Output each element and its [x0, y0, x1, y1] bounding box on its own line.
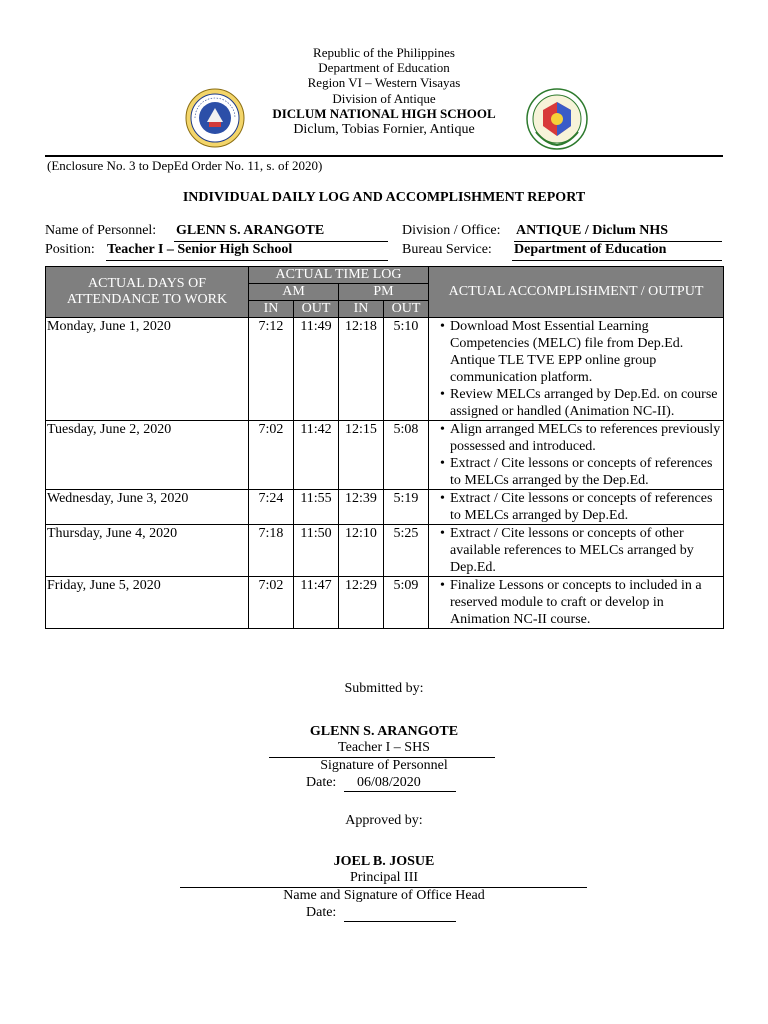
col-header-pm-out: OUT: [384, 301, 429, 318]
report-title: INDIVIDUAL DAILY LOG AND ACCOMPLISHMENT REPORT: [182, 190, 586, 205]
am-out-cell: 11:55: [294, 490, 339, 525]
pm-out-cell: 5:09: [384, 577, 429, 629]
col-header-timelog: ACTUAL TIME LOG: [249, 267, 429, 284]
am-in-cell: 7:12: [249, 318, 294, 421]
header-divider: [45, 155, 723, 157]
approved-label: Approved by:: [345, 813, 423, 828]
submitter-date-label: Date:: [306, 775, 337, 790]
accomplishment-item: • Extract / Cite lessons or concepts of other available references to MELCs arranged by Dep.Ed.: [450, 525, 722, 576]
col-header-am-in: IN: [249, 301, 294, 318]
header-line-2: Department of Education: [318, 60, 450, 75]
school-name: DICLUM NATIONAL HIGH SCHOOL: [272, 106, 496, 121]
position-label: Position:: [45, 242, 95, 257]
approver-signature-label: Name and Signature of Office Head: [283, 888, 485, 903]
day-cell: Friday, June 5, 2020: [46, 577, 249, 629]
col-header-days: ACTUAL DAYS OF ATTENDANCE TO WORK: [46, 267, 249, 318]
am-out-cell: 11:49: [294, 318, 339, 421]
am-in-cell: 7:02: [249, 421, 294, 490]
accomplishment-list: [439, 577, 722, 628]
personnel-name: GLENN S. ARANGOTE: [176, 223, 325, 238]
personnel-division: ANTIQUE / Diclum NHS: [516, 223, 669, 238]
accomplishment-item: • Download Most Essential Learning Competencies (MELC) file from Dep.Ed. Antique TLE TVE EPP online group communication platform.: [450, 318, 722, 386]
personnel-position: Teacher I – Senior High School: [107, 242, 293, 257]
bureau-label: Bureau Service:: [402, 242, 492, 257]
division-label: Division / Office:: [402, 223, 501, 238]
accomplishment-item: • Review MELCs arranged by Dep.Ed. on course assigned or handled (Animation NC-II).: [450, 386, 722, 420]
pm-in-cell: 12:29: [339, 577, 384, 629]
table-row: [46, 490, 724, 525]
table-row: [46, 318, 724, 421]
accomplishment-cell: [429, 421, 724, 490]
am-out-cell: 11:50: [294, 525, 339, 577]
accomplishment-list: [439, 421, 722, 489]
header-line-3: Region VI – Western Visayas: [307, 75, 461, 90]
table-row: [46, 577, 724, 629]
bureau-underline: [512, 260, 722, 261]
school-seal-logo: [526, 88, 588, 150]
submitter-title: Teacher I – SHS: [338, 740, 430, 755]
header-line-4: Division of Antique: [332, 91, 436, 106]
am-in-cell: 7:24: [249, 490, 294, 525]
approver-date-underline: [344, 921, 456, 922]
submitted-label: Submitted by:: [344, 681, 424, 696]
pm-in-cell: 12:39: [339, 490, 384, 525]
accomplishment-list: [439, 490, 722, 524]
col-header-am: AM: [249, 284, 339, 301]
day-cell: Wednesday, June 3, 2020: [46, 490, 249, 525]
table-row: [46, 525, 724, 577]
accomplishment-cell: [429, 318, 724, 421]
approver-title: Principal III: [349, 870, 419, 885]
col-header-pm: PM: [339, 284, 429, 301]
pm-in-cell: 12:10: [339, 525, 384, 577]
accomplishment-item: • Finalize Lessons or concepts to included in a reserved module to craft or develop in Animation NC-II course.: [450, 577, 722, 628]
accomplishment-list: [439, 525, 722, 576]
pm-in-cell: 12:18: [339, 318, 384, 421]
col-header-am-out: OUT: [294, 301, 339, 318]
accomplishment-cell: [429, 525, 724, 577]
accomplishment-cell: [429, 577, 724, 629]
accomplishment-item: • Extract / Cite lessons or concepts of references to MELCs arranged by Dep.Ed.: [450, 490, 722, 524]
submitter-name: GLENN S. ARANGOTE: [309, 724, 459, 739]
am-in-cell: 7:18: [249, 525, 294, 577]
accomplishment-cell: [429, 490, 724, 525]
am-out-cell: 11:42: [294, 421, 339, 490]
pm-out-cell: 5:10: [384, 318, 429, 421]
am-out-cell: 11:47: [294, 577, 339, 629]
submitter-signature-label: Signature of Personnel: [320, 758, 448, 773]
pm-out-cell: 5:19: [384, 490, 429, 525]
daily-log-table: [45, 266, 724, 629]
accomplishment-item: • Extract / Cite lessons or concepts of references to MELCs arranged by the Dep.Ed.: [450, 455, 722, 489]
approver-name: JOEL B. JOSUE: [333, 854, 435, 869]
header-line-1: Republic of the Philippines: [313, 45, 455, 60]
school-address: Diclum, Tobias Fornier, Antique: [293, 122, 475, 137]
day-cell: Thursday, June 4, 2020: [46, 525, 249, 577]
day-cell: Monday, June 1, 2020: [46, 318, 249, 421]
pm-out-cell: 5:08: [384, 421, 429, 490]
pm-in-cell: 12:15: [339, 421, 384, 490]
submitter-date: 06/08/2020: [357, 775, 421, 790]
table-row: [46, 421, 724, 490]
accomplishment-item: • Align arranged MELCs to references previously possessed and introduced.: [450, 421, 722, 455]
day-cell: Tuesday, June 2, 2020: [46, 421, 249, 490]
position-underline: [106, 260, 388, 261]
deped-seal-logo: [185, 88, 245, 148]
approver-date-label: Date:: [306, 905, 337, 920]
accomplishment-list: [439, 318, 722, 420]
personnel-bureau: Department of Education: [514, 242, 667, 257]
col-header-pm-in: IN: [339, 301, 384, 318]
pm-out-cell: 5:25: [384, 525, 429, 577]
name-label: Name of Personnel:: [45, 223, 157, 238]
col-header-accomplishment: ACTUAL ACCOMPLISHMENT / OUTPUT: [429, 267, 724, 318]
enclosure-note: (Enclosure No. 3 to DepEd Order No. 11, s. of 2020): [47, 158, 323, 173]
am-in-cell: 7:02: [249, 577, 294, 629]
submitter-date-underline: [344, 791, 456, 792]
